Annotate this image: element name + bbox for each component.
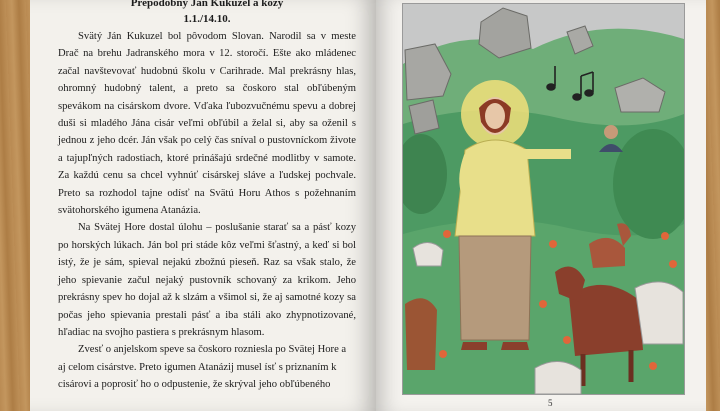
paragraph-3: Zvesť o anjelskom speve sa čoskoro rozniesla po Svätej Hore a aj celom cisárstve. Preto igumen Atanázij musel ísť s priznaním k cisárovi a poprosiť ho o odpustenie, že skrýval jeho obľúbeného xyxy=(58,344,347,391)
story-title: Prepodobný Ján Kukuzel a kozy xyxy=(130,0,284,9)
brown-goat-left xyxy=(405,298,437,370)
paragraph-1: Svätý Ján Kukuzel bol pôvodom Slovan. Narodil sa v meste Drač na brehu Jadranského mora v 12. storočí. Ešte ako mládenec začal navštevovať hudobnú školu v Carihrade. Mal prekrásny hlas, ohromný hudobný talent, a preto sa čoskoro stal obľúbeným spevákom na cisárskom dvore. Vďaka ľubozvučnému spevu a dobrej duši si mladého Jána cisár veľmi obľúbil a želal si, aby sa oženil s jednou z jeho dcér. Ján však po celý čas sníval o pustovníckom živote a tajupľných radostiach, ktoré prinášajú srdečné modlitby v samote. Za každú cenu sa chcel vyhnúť cisárskej sláve a ľudskej pochvale. Preto sa rozhodol tajne odísť na Svätú Horu Athos s požehnaním svätohorského igumena Atanázia. xyxy=(58,31,356,217)
white-goat-bottom xyxy=(535,361,581,394)
rock xyxy=(409,100,439,134)
page-number: 5 xyxy=(548,398,553,408)
white-goat-left xyxy=(413,242,443,266)
illustration-saint-with-goats xyxy=(402,3,685,395)
story-text xyxy=(58,0,356,394)
paragraph-2: Na Svätej Hore dostal úlohu – poslušanie starať sa a pásť kozy po horských lúkach. Ján bol pri stáde kôz veľmi šťastný, a keď si bol istý, že je sám, spieval nejakú zbožnú pieseň. Raz sa však stalo, že jeho spievanie začul nejaký pustovník schovaný za krikom. Jeho prekrásny spev ho dojal až k slzám a všimol si, že aj samotné kozy sa počas jeho spievania prestali pásť a iba stáli ako zhypnotizované, hľadiac na svojho pastiera s prekrásnym hlasom. xyxy=(58,222,356,338)
feast-date: 1.1./14.10. xyxy=(183,13,231,25)
white-goat-right xyxy=(635,282,683,344)
